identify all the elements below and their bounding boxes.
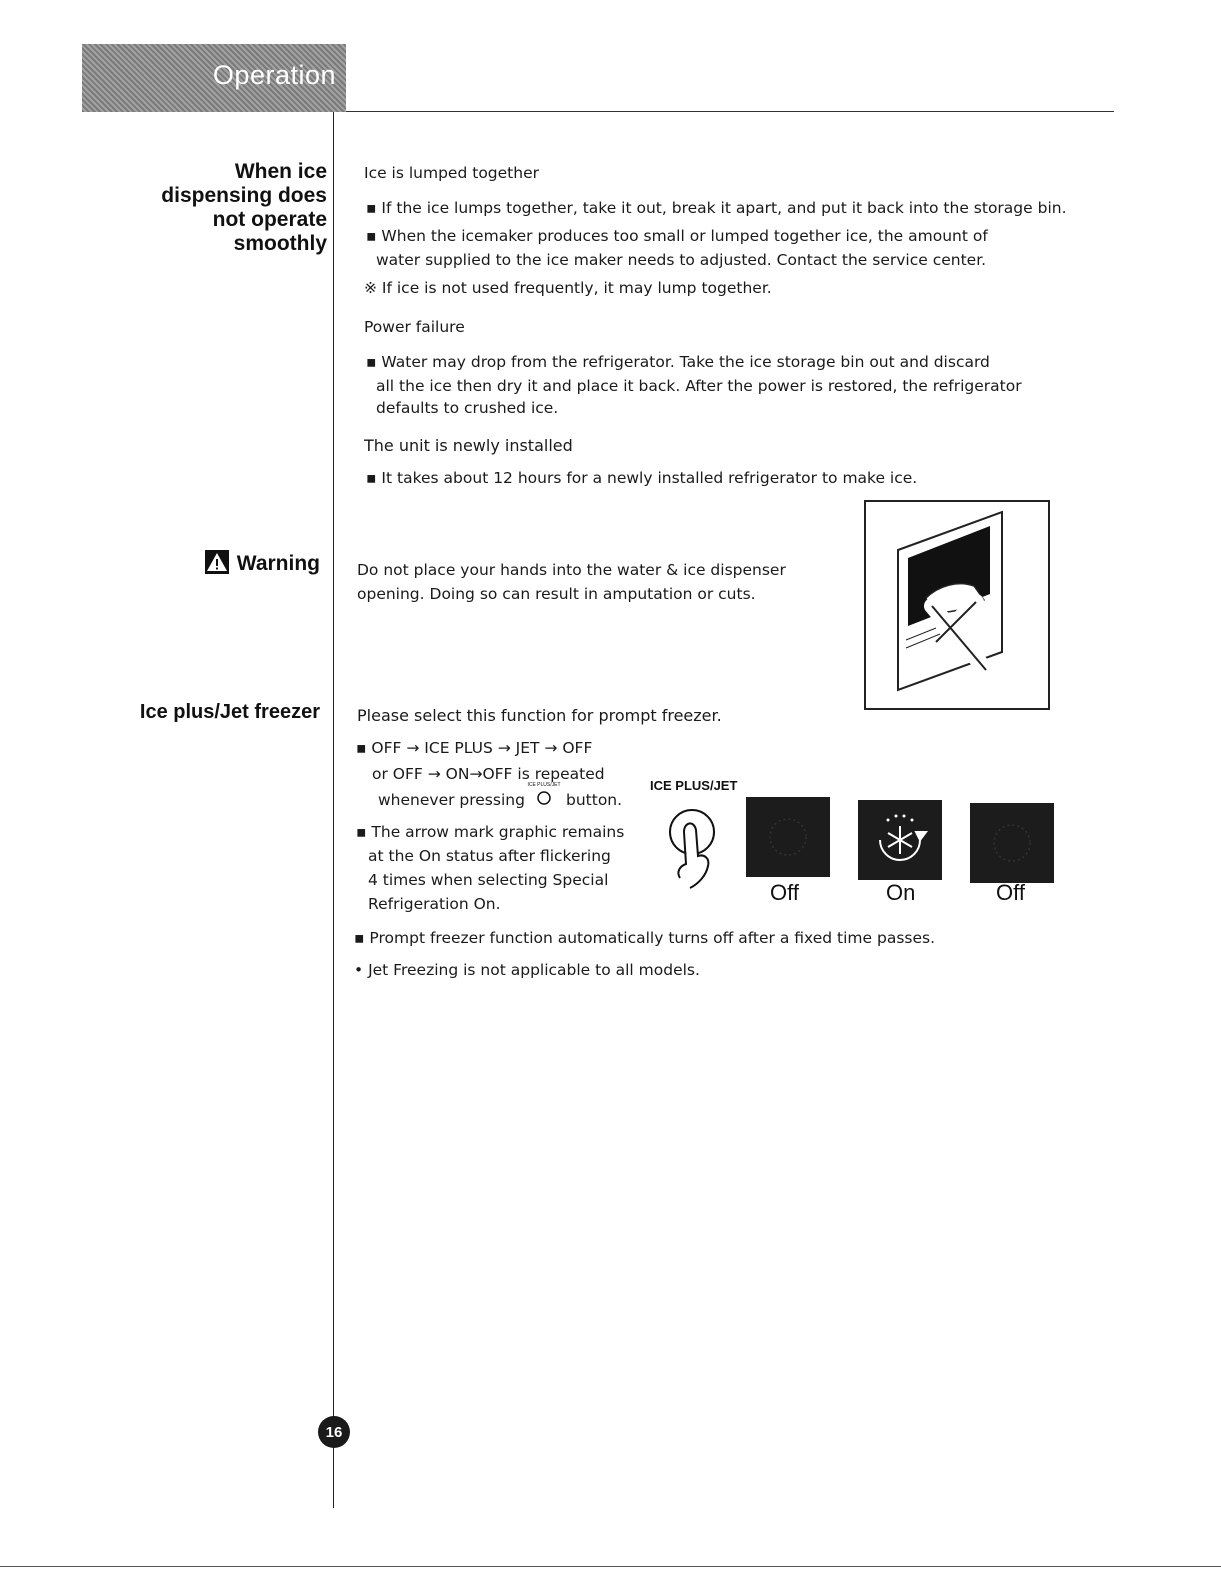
arrow-note-line: 4 times when selecting Special [368, 871, 609, 889]
arrow-note-line: at the On status after flickering [368, 847, 611, 865]
control-display-on [858, 800, 942, 880]
subtitle-ice-lumped: Ice is lumped together [364, 164, 539, 182]
heading-line: dispensing does [161, 184, 327, 207]
state-label: Off [996, 880, 1025, 905]
button-tiny-label: ICE PLUS/JET [527, 782, 561, 788]
warning-label: Warning [236, 552, 320, 575]
header-tab [82, 44, 346, 112]
page-section-title: Operation [212, 60, 336, 90]
heading-line: When ice [234, 160, 327, 183]
sequence-line: whenever pressing [378, 791, 525, 809]
subtitle-newly-installed: The unit is newly installed [364, 436, 573, 455]
list-item: ▪ It takes about 12 hours for a newly installed refrigerator to make ice. [366, 469, 918, 487]
sequence-line: or OFF → ON→OFF is repeated [372, 765, 605, 783]
heading-ice-plus: Ice plus/Jet freezer [139, 701, 320, 723]
heading-ice-dispensing [120, 160, 327, 256]
control-display-off [746, 797, 830, 877]
note-item: • Jet Freezing is not applicable to all models. [354, 961, 700, 979]
column-divider [333, 112, 334, 1508]
list-item: all the ice then dry it and place it back. After the power is restored, the refrigerator [376, 377, 1022, 395]
sequence-line: ▪ OFF → ICE PLUS → JET → OFF [356, 739, 593, 757]
warning-text-line: Do not place your hands into the water & ice dispenser [357, 561, 786, 579]
list-item: ▪ If the ice lumps together, take it out, break it apart, and put it back into the storage bin. [366, 199, 1067, 217]
list-item: water supplied to the ice maker needs to adjusted. Contact the service center. [376, 251, 987, 269]
panel-label: ICE PLUS/JET [650, 778, 738, 793]
bottom-rule [0, 1566, 1221, 1567]
subtitle-power-failure: Power failure [364, 318, 465, 336]
list-item: ▪ When the icemaker produces too small or lumped together ice, the amount of [366, 227, 988, 245]
note-item: ※ If ice is not used frequently, it may lump together. [364, 279, 772, 297]
state-label: Off [770, 880, 799, 905]
arrow-note-line: Refrigeration On. [368, 895, 501, 913]
dispenser-warning-illustration [864, 500, 1050, 710]
state-label: On [886, 880, 916, 905]
ice-plus-intro: Please select this function for prompt freezer. [357, 706, 722, 725]
sequence-line: button. [566, 791, 623, 809]
heading-line: not operate [212, 208, 327, 231]
page-number: 16 [318, 1416, 350, 1448]
ice-plus-button-icon [526, 782, 562, 810]
list-item: defaults to crushed ice. [376, 399, 559, 417]
list-item: ▪ Water may drop from the refrigerator. Take the ice storage bin out and discard [366, 353, 990, 371]
arrow-note-line: ▪ The arrow mark graphic remains [356, 823, 625, 841]
heading-line: smoothly [233, 232, 327, 255]
warning-text-line: opening. Doing so can result in amputation or cuts. [357, 585, 756, 603]
warning-icon [205, 550, 229, 574]
control-display-off [970, 803, 1054, 883]
finger-press-icon [660, 804, 724, 894]
note-item: ▪ Prompt freezer function automatically turns off after a fixed time passes. [354, 929, 936, 947]
warning-heading [140, 550, 320, 576]
header-rule [346, 111, 1114, 112]
